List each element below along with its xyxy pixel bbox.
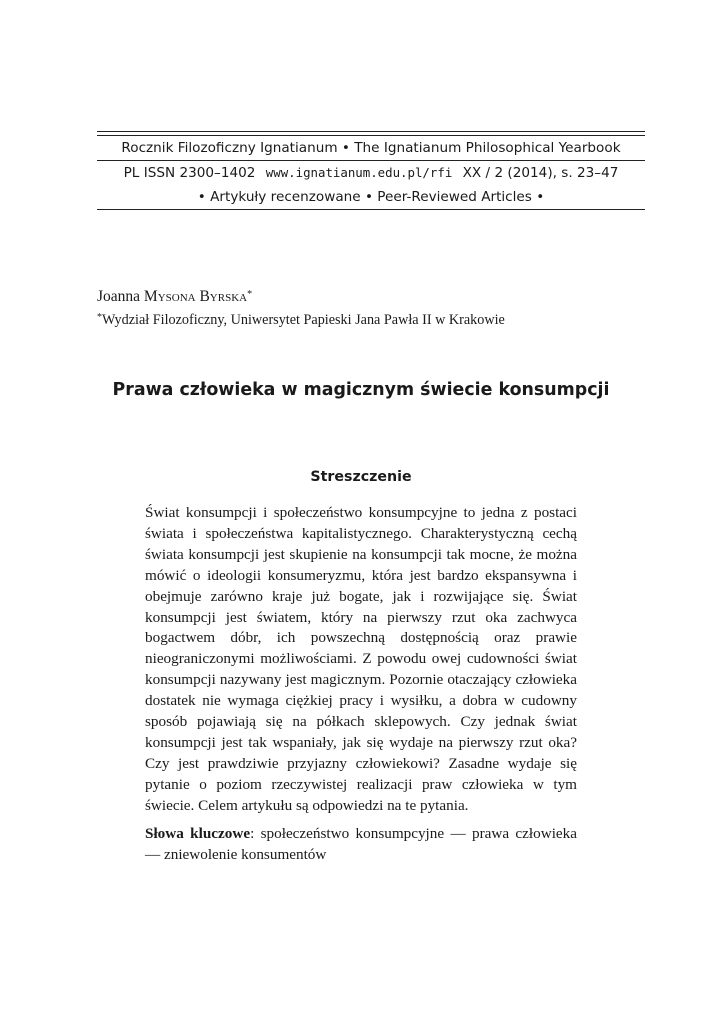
journal-issue-info (97, 161, 645, 185)
author-surname: Mysona Byrska (143, 288, 248, 305)
author-block (97, 287, 505, 330)
abstract-heading: Streszczenie (310, 469, 412, 485)
author-first-name: Joanna (97, 288, 141, 305)
keywords-label: Słowa kluczowe (145, 824, 251, 842)
journal-header (97, 131, 645, 210)
journal-title: Rocznik Filozoficzny Ignatianum • The Ignatianum Philosophical Yearbook (121, 140, 621, 156)
article-title: Prawa człowieka w magicznym świecie konsumpcji (112, 380, 610, 400)
header-rule-top (97, 131, 645, 132)
abstract-text: Świat konsumpcji i społeczeństwo konsumpcyjne to jedna z postaci świata i społeczeństwa kapitalistycznego. Charakterystyczną cechą świata konsumpcji jest skupienie na konsumpcji tak mocne, że można mówić o ideologii konsumeryzmu, która jest bardzo ekspansywna i obejmuje zarówno kraje już bogate, jak i rozwijające się. Świat konsumpcji jest światem, który na pierwszy rzut oka zachwyca bogactwem dóbr, ich powszechną dostępnością oraz prawie nieograniczonymi możliwościami. Z powodu owej cudowności świat konsumpcji nazywany jest magicznym. Pozornie otaczający człowieka dostatek nie wymaga ciężkiej pracy i wysiłku, a dobra w cudowny sposób pojawiają się na półkach sklepowych. Czy jednak świat konsumpcji jest tak wspaniały, jak się wydaje na pierwszy rzut oka? Czy jest prawdziwie przyjazny człowiekowi? Zasadne wydaje się pytanie o poziom rzeczywistej realizacji praw człowieka w tym świecie. Celem artykułu są odpowiedzi na te pytania. (145, 504, 577, 814)
affiliation-text: Wydział Filozoficzny, Uniwersytet Papieski Jana Pawła II w Krakowie (102, 312, 505, 328)
journal-url[interactable]: www.ignatianum.edu.pl/rfi (265, 165, 453, 180)
keywords-text: społeczeństwo konsumpcyjne — prawa człowieka — zniewolenie konsumentów (145, 824, 577, 863)
author-name (97, 287, 505, 307)
article-type: • Artykuły recenzowane • Peer-Reviewed Articles • (197, 189, 545, 205)
author-footnote-marker: * (247, 289, 253, 300)
keywords: Słowa kluczowe: społeczeństwo konsumpcyjne — prawa człowieka — zniewolenie konsumentów (145, 824, 577, 863)
volume-pages: XX / 2 (2014), s. 23–47 (462, 165, 619, 181)
author-affiliation (97, 310, 505, 330)
abstract (145, 503, 577, 865)
header-rule-bottom (97, 209, 645, 210)
issn: PL ISSN 2300–1402 (123, 165, 256, 181)
affiliation-marker: * (97, 312, 102, 323)
